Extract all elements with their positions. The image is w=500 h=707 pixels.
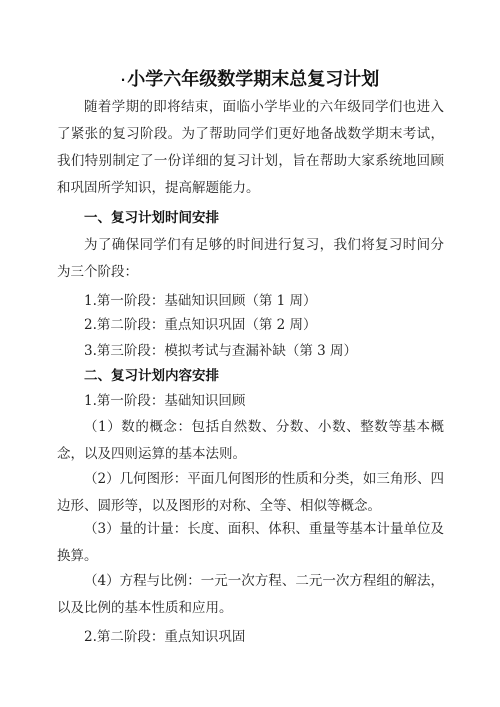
document-title — [0, 68, 500, 92]
stage-2-label: 2.第二阶段：重点知识巩固 — [84, 629, 246, 645]
schedule-item-3: 3.第三阶段：模拟考试与查漏补缺（第 3 周） — [84, 343, 358, 359]
title-text: 小学六年级数学期末总复习计划 — [127, 69, 380, 90]
stage-1-label: 1.第一阶段：基础知识回顾 — [84, 393, 246, 409]
title-mark: · — [120, 73, 126, 87]
schedule-item-2: 2.第二阶段：重点知识巩固（第 2 周） — [84, 317, 317, 333]
point-measurement: （3）量的计量：长度、面积、体积、重量等基本计量单位及换算。 — [57, 521, 444, 564]
point-numbers: （1）数的概念：包括自然数、分数、小数、整数等基本概念，以及四则运算的基本法则。 — [57, 419, 444, 462]
section-heading-schedule: 一、复习计划时间安排 — [84, 210, 219, 226]
section-heading-content: 二、复习计划内容安排 — [84, 368, 219, 384]
schedule-intro: 为了确保同学们有足够的时间进行复习，我们将复习时间分为三个阶段： — [57, 237, 444, 280]
point-equations: （4）方程与比例：一元一次方程、二元一次方程组的解法，以及比例的基本性质和应用。 — [57, 573, 444, 616]
point-geometry: （2）几何图形：平面几何图形的性质和分类，如三角形、四边形、圆形等，以及图形的对称、全等、相似等概念。 — [57, 471, 444, 514]
schedule-item-1: 1.第一阶段：基础知识回顾（第 1 周） — [84, 293, 317, 309]
intro-paragraph: 随着学期的即将结束，面临小学毕业的六年级同学们也进入了紧张的复习阶段。为了帮助同学们更好地备战数学期末考试，我们特别制定了一份详细的复习计划，旨在帮助大家系统地回顾和巩固所学知识，提高解题能力。 — [57, 99, 444, 196]
